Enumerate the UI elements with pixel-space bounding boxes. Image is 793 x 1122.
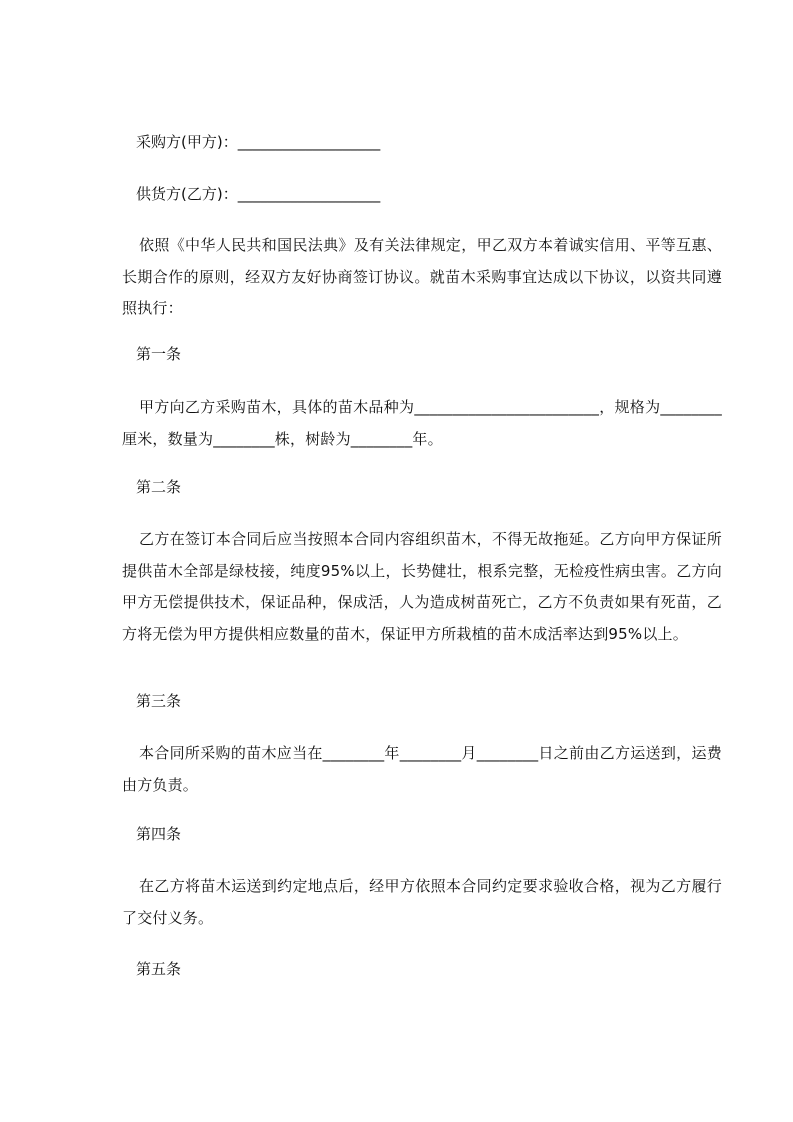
article-1-body: 甲方向乙方采购苗木，具体的苗木品种为________________________，规格为________厘米，数量为________株，树龄为________年。 (122, 398, 722, 448)
buyer-party-line: 采购方(甲方)：___________________ (136, 133, 381, 151)
article-2-title: 第二条 (136, 478, 182, 496)
article-1-title: 第一条 (136, 345, 182, 363)
article-3-title: 第三条 (136, 692, 182, 710)
article-5-title: 第五条 (136, 960, 182, 978)
article-4-body: 在乙方将苗木运送到约定地点后，经甲方依照本合同约定要求验收合格，视为乙方履行了交付义务。 (122, 877, 722, 927)
article-2-body: 乙方在签订本合同后应当按照本合同内容组织苗木，不得无故拖延。乙方向甲方保证所提供苗木全部是绿枝接，纯度95%以上，长势健壮，根系完整，无检疫性病虫害。乙方向甲方无偿提供技术，保证品种，保成活，人为造成树苗死亡，乙方不负责如果有死苗，乙方将无偿为甲方提供相应数量的苗木，保证甲方所栽植的苗木成活率达到95%以上。 (122, 530, 722, 643)
article-4-title: 第四条 (136, 825, 182, 843)
intro-paragraph: 依照《中华人民共和国民法典》及有关法律规定，甲乙双方本着诚实信用、平等互惠、长期合作的原则，经双方友好协商签订协议。就苗木采购事宜达成以下协议，以资共同遵照执行： (122, 236, 722, 317)
article-3-body: 本合同所采购的苗木应当在________年________月________日之前由乙方运送到，运费由方负责。 (122, 744, 722, 794)
supplier-party-line: 供货方(乙方)：___________________ (136, 185, 381, 203)
